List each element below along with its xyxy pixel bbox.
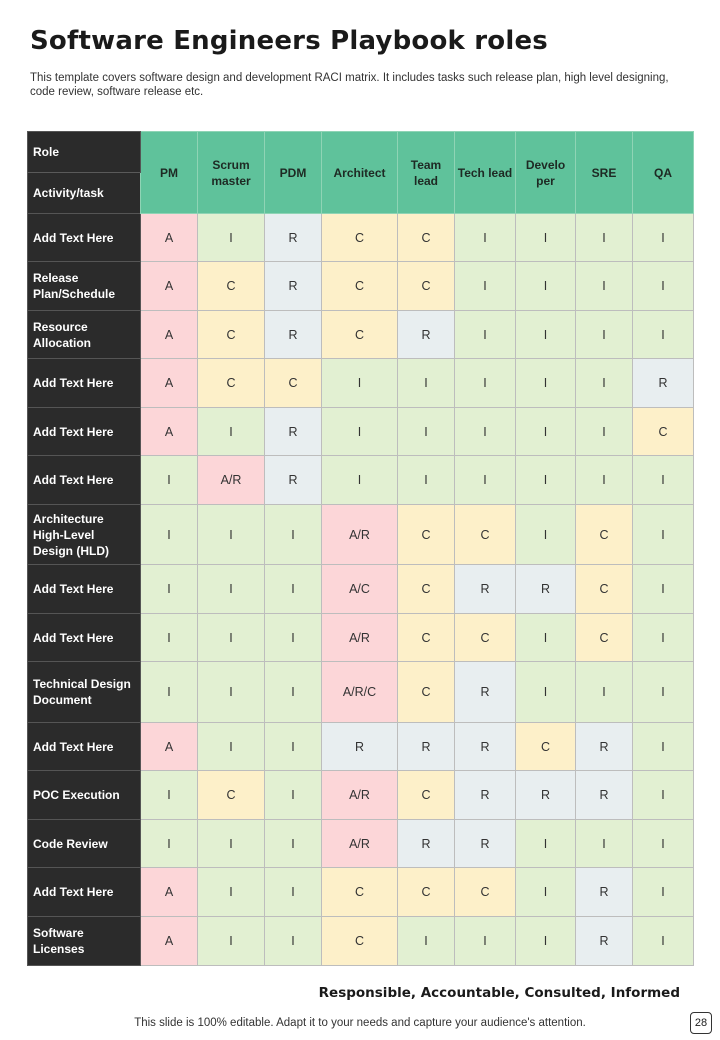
column-header: Scrum master	[198, 132, 265, 214]
activity-label: Release Plan/Schedule	[28, 262, 141, 311]
raci-cell: I	[516, 262, 576, 311]
raci-cell: I	[455, 311, 516, 359]
activity-label: POC Execution	[28, 771, 141, 820]
raci-cell: I	[516, 917, 576, 966]
raci-cell: R	[265, 408, 322, 456]
raci-cell: I	[633, 214, 694, 262]
raci-cell: A	[141, 214, 198, 262]
raci-cell: I	[633, 456, 694, 505]
table-row	[28, 771, 694, 820]
column-header: QA	[633, 132, 694, 214]
raci-cell: I	[398, 359, 455, 408]
raci-cell: A/R	[322, 771, 398, 820]
raci-cell: R	[398, 723, 455, 771]
raci-cell: C	[516, 723, 576, 771]
raci-cell: I	[633, 662, 694, 723]
raci-cell: I	[516, 408, 576, 456]
raci-cell: I	[322, 408, 398, 456]
activity-label: Add Text Here	[28, 614, 141, 662]
raci-cell: I	[576, 214, 633, 262]
raci-legend: Responsible, Accountable, Consulted, Informed	[318, 985, 680, 1001]
page-subtitle: This template covers software design and development RACI matrix. It includes tasks such release plan, high level designing, code review, software release etc.	[30, 72, 669, 98]
raci-cell: C	[398, 505, 455, 565]
raci-cell: C	[322, 311, 398, 359]
raci-table-body	[28, 214, 694, 966]
raci-cell: I	[141, 565, 198, 614]
raci-cell: C	[398, 662, 455, 723]
page-number: 28	[690, 1012, 712, 1034]
raci-cell: C	[398, 214, 455, 262]
raci-cell: C	[322, 262, 398, 311]
table-header-row	[28, 132, 694, 173]
raci-cell: C	[576, 505, 633, 565]
raci-cell: I	[198, 820, 265, 868]
table-row	[28, 820, 694, 868]
table-row	[28, 917, 694, 966]
raci-cell: I	[576, 311, 633, 359]
raci-cell: C	[322, 214, 398, 262]
activity-label: Software Licenses	[28, 917, 141, 966]
raci-cell: I	[141, 456, 198, 505]
raci-cell: R	[576, 868, 633, 917]
raci-cell: I	[265, 771, 322, 820]
raci-cell: R	[633, 359, 694, 408]
raci-cell: C	[576, 565, 633, 614]
raci-cell: R	[455, 820, 516, 868]
raci-cell: R	[398, 820, 455, 868]
raci-cell: I	[198, 662, 265, 723]
activity-label: Add Text Here	[28, 359, 141, 408]
raci-cell: A	[141, 262, 198, 311]
raci-cell: C	[265, 359, 322, 408]
raci-cell: I	[633, 262, 694, 311]
activity-label: Technical Design Document	[28, 662, 141, 723]
raci-cell: I	[198, 868, 265, 917]
raci-cell: I	[141, 505, 198, 565]
activity-label: Add Text Here	[28, 408, 141, 456]
raci-cell: I	[455, 359, 516, 408]
raci-cell: I	[141, 662, 198, 723]
raci-cell: R	[265, 214, 322, 262]
raci-cell: I	[198, 723, 265, 771]
raci-cell: A	[141, 868, 198, 917]
raci-cell: I	[265, 917, 322, 966]
raci-cell: C	[322, 868, 398, 917]
raci-cell: C	[455, 614, 516, 662]
raci-cell: R	[455, 565, 516, 614]
raci-cell: I	[198, 408, 265, 456]
raci-cell: R	[455, 771, 516, 820]
raci-cell: A/R/C	[322, 662, 398, 723]
raci-cell: I	[516, 505, 576, 565]
raci-cell: I	[198, 214, 265, 262]
raci-cell: I	[265, 820, 322, 868]
table-row	[28, 214, 694, 262]
table-row	[28, 565, 694, 614]
footer-note: This slide is 100% editable. Adapt it to your needs and capture your audience's attention.	[134, 1017, 586, 1029]
raci-cell: I	[576, 456, 633, 505]
raci-cell: I	[141, 820, 198, 868]
raci-cell: I	[633, 505, 694, 565]
raci-cell: I	[265, 565, 322, 614]
raci-cell: I	[516, 662, 576, 723]
raci-cell: I	[576, 820, 633, 868]
table-row	[28, 262, 694, 311]
column-header: SRE	[576, 132, 633, 214]
activity-label: Add Text Here	[28, 868, 141, 917]
raci-cell: A	[141, 723, 198, 771]
raci-cell: R	[455, 662, 516, 723]
raci-cell: R	[322, 723, 398, 771]
table-row	[28, 614, 694, 662]
raci-cell: I	[516, 311, 576, 359]
raci-cell: I	[516, 359, 576, 408]
raci-cell: R	[398, 311, 455, 359]
activity-label: Add Text Here	[28, 214, 141, 262]
raci-cell: C	[633, 408, 694, 456]
raci-cell: A	[141, 359, 198, 408]
raci-cell: I	[633, 311, 694, 359]
raci-cell: I	[576, 262, 633, 311]
raci-cell: A/R	[322, 820, 398, 868]
table-row	[28, 311, 694, 359]
column-header: Architect	[322, 132, 398, 214]
raci-cell: I	[633, 614, 694, 662]
raci-cell: I	[576, 359, 633, 408]
raci-cell: R	[516, 771, 576, 820]
raci-cell: C	[398, 868, 455, 917]
raci-cell: R	[516, 565, 576, 614]
raci-cell: R	[455, 723, 516, 771]
raci-cell: I	[516, 820, 576, 868]
raci-cell: I	[322, 359, 398, 408]
raci-cell: R	[265, 311, 322, 359]
raci-cell: I	[633, 565, 694, 614]
raci-cell: I	[455, 408, 516, 456]
raci-cell: I	[265, 868, 322, 917]
raci-cell: I	[516, 456, 576, 505]
raci-cell: I	[141, 771, 198, 820]
raci-cell: C	[322, 917, 398, 966]
raci-cell: I	[633, 917, 694, 966]
raci-cell: C	[398, 614, 455, 662]
raci-cell: A/R	[322, 614, 398, 662]
raci-cell: A/R	[322, 505, 398, 565]
raci-cell: C	[455, 505, 516, 565]
table-row	[28, 723, 694, 771]
raci-cell: C	[198, 359, 265, 408]
raci-cell: I	[322, 456, 398, 505]
raci-cell: R	[265, 456, 322, 505]
raci-cell: I	[576, 408, 633, 456]
raci-cell: I	[633, 723, 694, 771]
role-header: Role	[28, 132, 141, 173]
raci-cell: A	[141, 311, 198, 359]
table-row	[28, 359, 694, 408]
raci-cell: A	[141, 408, 198, 456]
raci-cell: I	[198, 614, 265, 662]
raci-cell: I	[455, 214, 516, 262]
raci-cell: I	[516, 214, 576, 262]
raci-cell: I	[516, 614, 576, 662]
column-header: Tech lead	[455, 132, 516, 214]
table-row	[28, 662, 694, 723]
raci-cell: C	[198, 262, 265, 311]
raci-matrix-table	[27, 131, 694, 966]
activity-label: Architecture High-Level Design (HLD)	[28, 505, 141, 565]
raci-cell: I	[576, 662, 633, 723]
raci-cell: R	[576, 723, 633, 771]
activity-label: Add Text Here	[28, 456, 141, 505]
column-header: Team lead	[398, 132, 455, 214]
activity-label: Add Text Here	[28, 723, 141, 771]
table-row	[28, 456, 694, 505]
activity-label: Code Review	[28, 820, 141, 868]
raci-cell: I	[265, 723, 322, 771]
raci-cell: C	[198, 311, 265, 359]
raci-cell: I	[398, 917, 455, 966]
raci-cell: A/R	[198, 456, 265, 505]
raci-cell: I	[198, 917, 265, 966]
raci-cell: I	[265, 505, 322, 565]
column-header: PDM	[265, 132, 322, 214]
raci-cell: C	[398, 565, 455, 614]
raci-cell: A/C	[322, 565, 398, 614]
raci-cell: I	[398, 456, 455, 505]
raci-cell: I	[198, 505, 265, 565]
raci-cell: C	[198, 771, 265, 820]
table-row	[28, 505, 694, 565]
raci-cell: A	[141, 917, 198, 966]
table-row	[28, 408, 694, 456]
raci-cell: C	[398, 771, 455, 820]
raci-cell: I	[633, 868, 694, 917]
raci-cell: I	[516, 868, 576, 917]
raci-cell: R	[576, 771, 633, 820]
raci-cell: C	[398, 262, 455, 311]
column-header: Develo per	[516, 132, 576, 214]
raci-cell: I	[455, 262, 516, 311]
raci-cell: I	[265, 662, 322, 723]
raci-cell: C	[455, 868, 516, 917]
activity-label: Add Text Here	[28, 565, 141, 614]
activity-label: Resource Allocation	[28, 311, 141, 359]
raci-cell: I	[455, 917, 516, 966]
raci-cell: I	[398, 408, 455, 456]
raci-cell: R	[265, 262, 322, 311]
raci-cell: I	[633, 820, 694, 868]
raci-cell: I	[265, 614, 322, 662]
raci-cell: R	[576, 917, 633, 966]
column-header: PM	[141, 132, 198, 214]
raci-cell: I	[633, 771, 694, 820]
raci-cell: C	[576, 614, 633, 662]
page-title: Software Engineers Playbook roles	[30, 26, 548, 56]
raci-cell: I	[198, 565, 265, 614]
raci-cell: I	[455, 456, 516, 505]
table-row	[28, 868, 694, 917]
raci-cell: I	[141, 614, 198, 662]
activity-header: Activity/task	[28, 173, 141, 214]
